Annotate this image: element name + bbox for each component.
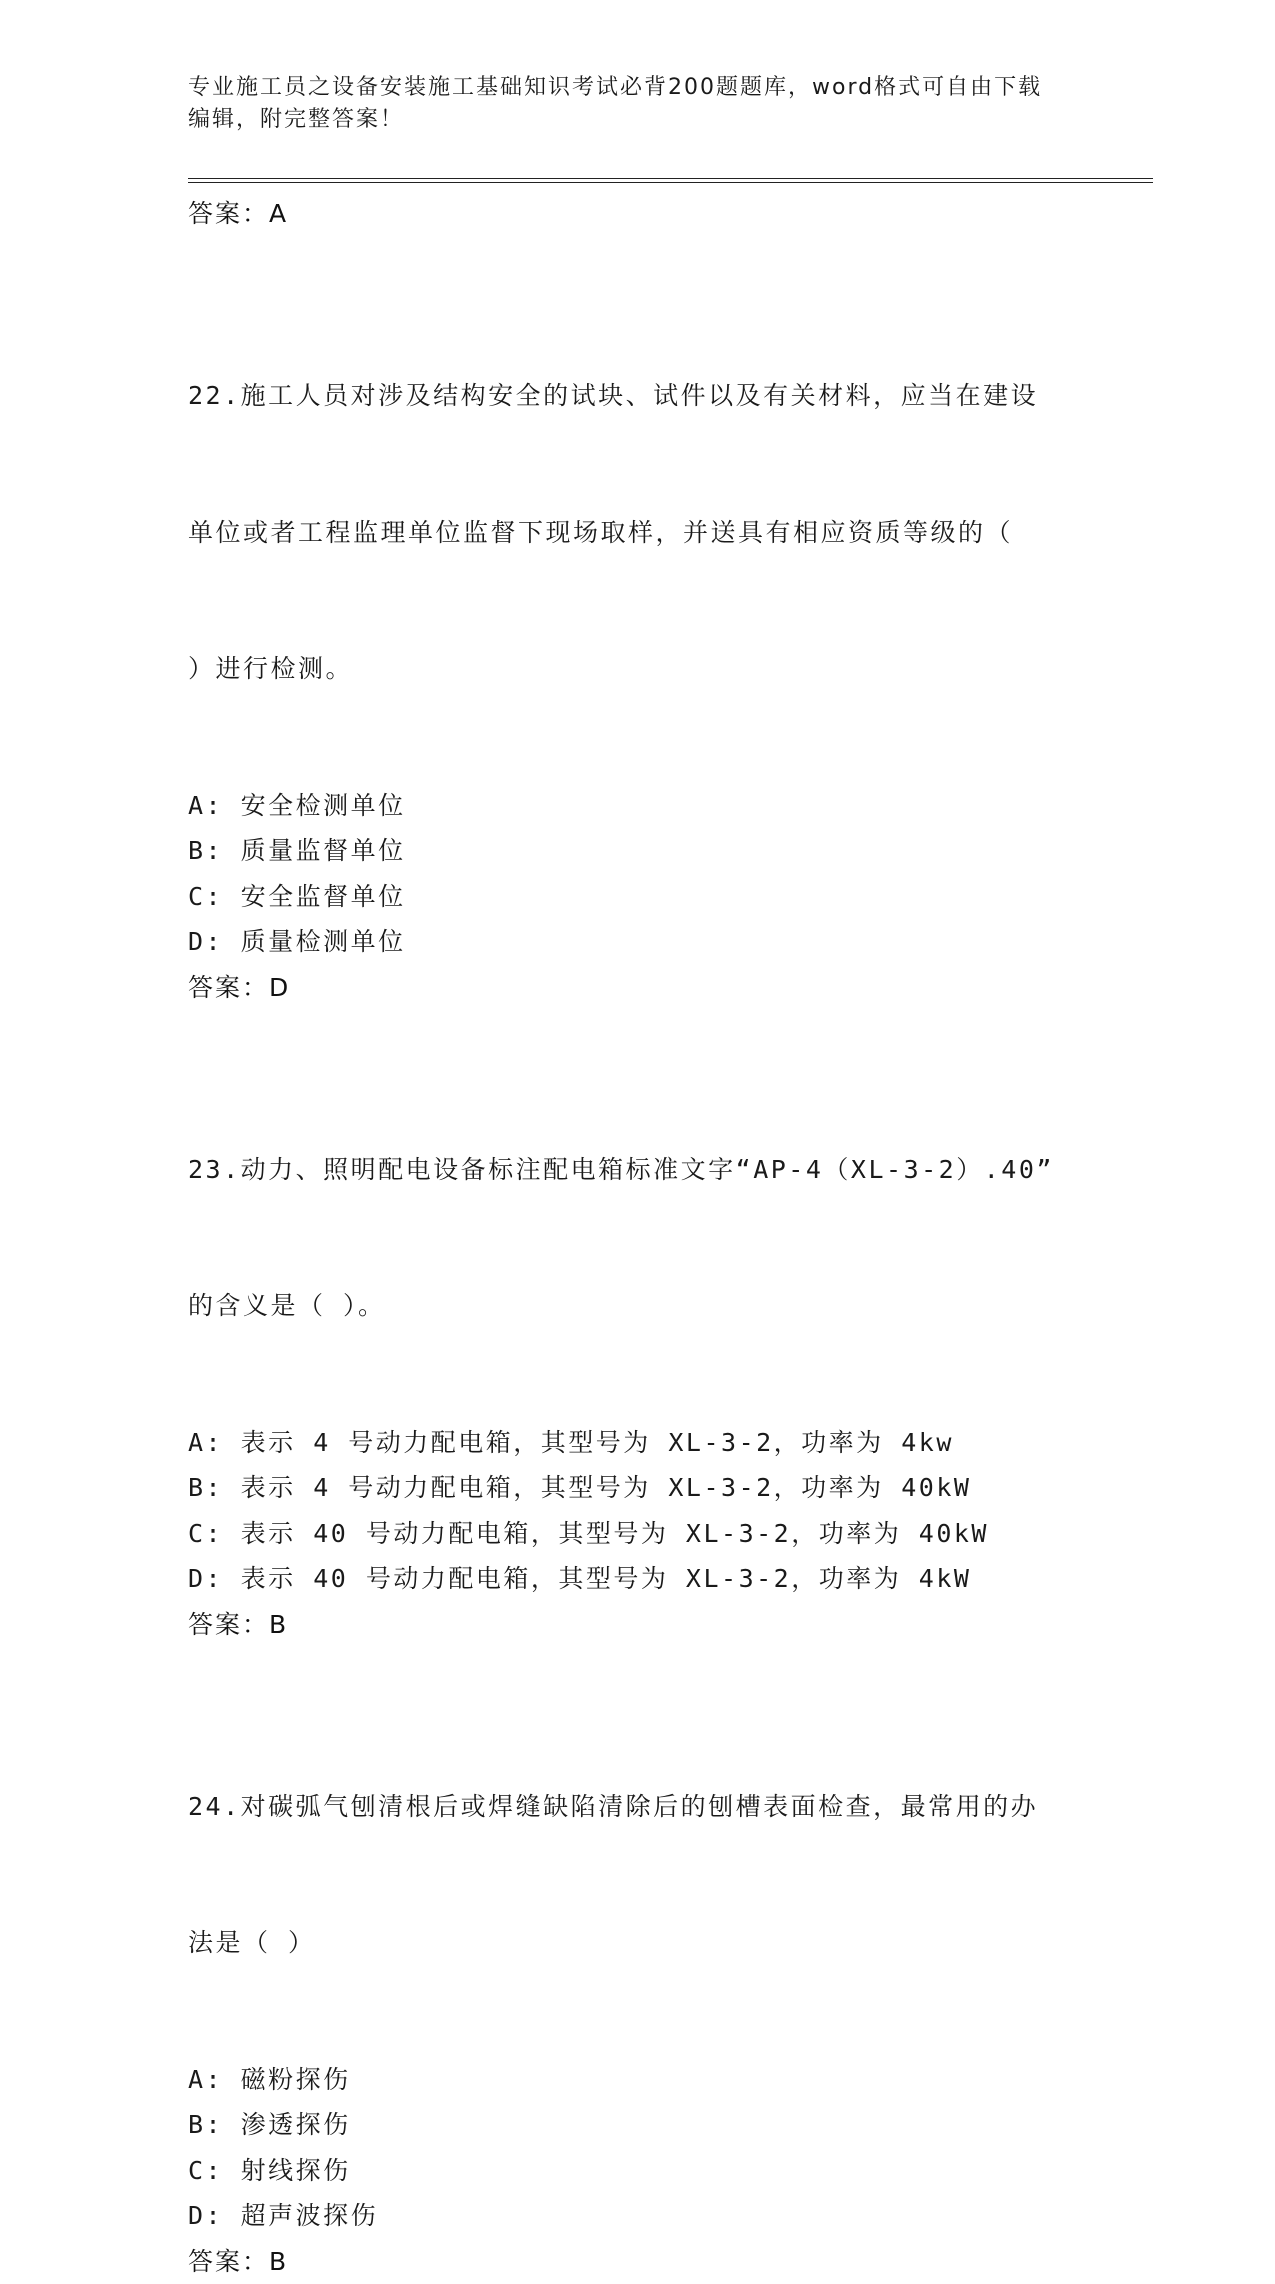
question-list [188,191,1088,2284]
option-b: B: 表示 4 号动力配电箱，其型号为 XL-3-2，功率为 40kW [188,1473,972,1502]
option-a: A: 安全检测单位 [188,790,406,820]
question-line: 24.对碳弧气刨清根后或焊缝缺陷清除后的刨槽表面检查，最常用的办 [188,1791,1039,1821]
answer-line: 答案：D [188,972,291,1002]
question-text [188,1056,1088,1420]
option-d: D: 表示 40 号动力配电箱，其型号为 XL-3-2，功率为 4kW [188,1564,972,1593]
option-b: B: 质量监督单位 [188,836,406,865]
header-line-2: 编辑，附完整答案！ [188,107,405,132]
question-text [188,1693,1088,2057]
document-header [188,72,1068,136]
option-a: A: 表示 4 号动力配电箱，其型号为 XL-3-2，功率为 4kw [188,1427,954,1457]
previous-answer: 答案：A [188,199,289,228]
spacer [188,1010,1088,1056]
answer-line: 答案：B [188,1609,289,1639]
question-line: ）进行检测。 [188,654,354,683]
question-block [188,282,1088,1010]
question-text [188,282,1088,783]
option-b: B: 渗透探伤 [188,2110,351,2139]
option-c: C: 表示 40 号动力配电箱，其型号为 XL-3-2，功率为 40kW [188,1518,989,1548]
option-d: D: 超声波探伤 [188,2201,379,2230]
question-line: 的含义是（ ）。 [188,1291,386,1320]
answer-line: 答案：B [188,2246,289,2276]
option-a: A: 磁粉探伤 [188,2064,351,2094]
header-line-1: 专业施工员之设备安装施工基础知识考试必背200题题库，word格式可自由下载 [188,75,1043,100]
spacer [188,236,1088,282]
option-c: C: 安全监督单位 [188,881,406,911]
option-c: C: 射线探伤 [188,2155,351,2185]
spacer [188,1647,1088,1693]
header-divider [188,178,1153,183]
option-d: D: 质量检测单位 [188,927,406,956]
question-block [188,1056,1088,1647]
question-line: 单位或者工程监理单位监督下现场取样，并送具有相应资质等级的（ [188,517,1014,547]
question-line: 22.施工人员对涉及结构安全的试块、试件以及有关材料，应当在建设 [188,381,1039,410]
question-line: 23.动力、照明配电设备标注配电箱标准文字“AP-4（XL-3-2）.40” [188,1154,1054,1184]
question-line: 法是（ ） [188,1928,316,1957]
question-block [188,1693,1088,2284]
